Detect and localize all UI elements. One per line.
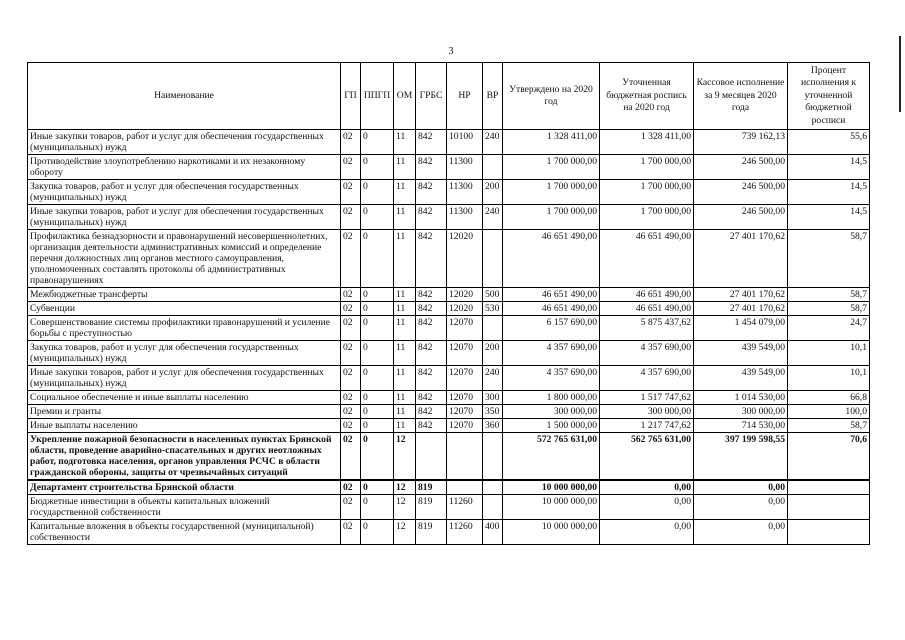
cell-nr: 12070 (447, 391, 483, 405)
cell-gp: 02 (341, 316, 361, 341)
cell-nr: 11300 (447, 155, 483, 180)
cell-nr: 12070 (447, 405, 483, 419)
cell-ppgp: 0 (361, 302, 394, 316)
cell-percent: 66,8 (788, 391, 870, 405)
cell-refined: 0,00 (600, 480, 694, 495)
cell-percent: 55,6 (788, 130, 870, 155)
cell-gp: 02 (341, 419, 361, 433)
cell-approved: 300 000,00 (503, 405, 600, 419)
cell-cash: 27 401 170,62 (694, 302, 788, 316)
cell-ppgp: 0 (361, 341, 394, 366)
cell-cash: 1 014 530,00 (694, 391, 788, 405)
cell-refined: 1 517 747,62 (600, 391, 694, 405)
table-row (28, 495, 870, 520)
cell-cash: 439 549,00 (694, 366, 788, 391)
cell-cash: 397 199 598,55 (694, 433, 788, 481)
cell-cash: 27 401 170,62 (694, 288, 788, 302)
cell-approved: 46 651 490,00 (503, 288, 600, 302)
cell-gp: 02 (341, 391, 361, 405)
table-row (28, 180, 870, 205)
cell-vr: 300 (483, 391, 503, 405)
cell-nr: 12020 (447, 230, 483, 288)
cell-om: 11 (394, 419, 416, 433)
cell-percent: 58,7 (788, 230, 870, 288)
cell-refined: 46 651 490,00 (600, 302, 694, 316)
cell-om: 12 (394, 495, 416, 520)
cell-gp: 02 (341, 205, 361, 230)
cell-name: Укрепление пожарной безопасности в населенных пунктах Брянской области, проведение аварийно-спасательных и других неотложных работ, подготовка населения, органов управления РСЧС в области гражданской обороны, защиты от чрезвычайных ситуаций (28, 433, 341, 481)
table-row (28, 391, 870, 405)
header-cash: Кассовое исполнение за 9 месяцев 2020 года (694, 63, 788, 130)
cell-grbs: 842 (416, 230, 447, 288)
cell-ppgp: 0 (361, 180, 394, 205)
cell-ppgp: 0 (361, 391, 394, 405)
header-name: Наименование (28, 63, 341, 130)
cell-percent: 24,7 (788, 316, 870, 341)
cell-approved: 10 000 000,00 (503, 495, 600, 520)
scan-edge-mark (899, 36, 901, 112)
cell-refined: 0,00 (600, 495, 694, 520)
cell-nr: 10100 (447, 130, 483, 155)
cell-om: 12 (394, 480, 416, 495)
cell-om: 11 (394, 366, 416, 391)
table-row (28, 316, 870, 341)
cell-nr: 12070 (447, 366, 483, 391)
cell-grbs: 842 (416, 302, 447, 316)
cell-name: Социальное обеспечение и иные выплаты населению (28, 391, 341, 405)
header-refined: Уточненная бюджетная роспись на 2020 год (600, 63, 694, 130)
cell-vr (483, 480, 503, 495)
cell-grbs: 842 (416, 419, 447, 433)
cell-percent: 58,7 (788, 288, 870, 302)
header-percent: Процент исполнения к уточненной бюджетной росписи (788, 63, 870, 130)
cell-name: Межбюджетные трансферты (28, 288, 341, 302)
cell-percent: 10,1 (788, 341, 870, 366)
cell-approved: 1 800 000,00 (503, 391, 600, 405)
cell-ppgp: 0 (361, 520, 394, 545)
cell-refined: 1 700 000,00 (600, 205, 694, 230)
cell-nr (447, 480, 483, 495)
cell-vr (483, 433, 503, 481)
cell-cash: 1 454 079,00 (694, 316, 788, 341)
cell-nr: 11300 (447, 180, 483, 205)
cell-gp: 02 (341, 302, 361, 316)
header-om: ОМ (394, 63, 416, 130)
table-row (28, 520, 870, 545)
table-row (28, 419, 870, 433)
cell-om: 11 (394, 230, 416, 288)
cell-refined: 4 357 690,00 (600, 366, 694, 391)
cell-name: Закупка товаров, работ и услуг для обеспечения государственных (муниципальных) нужд (28, 341, 341, 366)
cell-name: Противодействие злоупотреблению наркотиками и их незаконному обороту (28, 155, 341, 180)
cell-gp: 02 (341, 433, 361, 481)
cell-percent (788, 520, 870, 545)
header-approved: Утверждено на 2020 год (503, 63, 600, 130)
cell-refined: 562 765 631,00 (600, 433, 694, 481)
cell-om: 11 (394, 155, 416, 180)
cell-gp: 02 (341, 130, 361, 155)
cell-gp: 02 (341, 480, 361, 495)
cell-om: 11 (394, 302, 416, 316)
budget-table (27, 62, 870, 545)
table-row (28, 433, 870, 481)
cell-refined: 1 328 411,00 (600, 130, 694, 155)
cell-cash: 0,00 (694, 495, 788, 520)
cell-grbs: 842 (416, 288, 447, 302)
cell-percent (788, 495, 870, 520)
cell-grbs: 842 (416, 405, 447, 419)
table-row (28, 288, 870, 302)
cell-refined: 1 217 747,62 (600, 419, 694, 433)
cell-nr: 12070 (447, 316, 483, 341)
cell-ppgp: 0 (361, 288, 394, 302)
header-ppgp: ППГП (361, 63, 394, 130)
cell-grbs: 842 (416, 205, 447, 230)
table-row (28, 130, 870, 155)
cell-nr: 11260 (447, 520, 483, 545)
cell-name: Закупка товаров, работ и услуг для обеспечения государственных (муниципальных) нужд (28, 180, 341, 205)
cell-name: Иные закупки товаров, работ и услуг для обеспечения государственных (муниципальных) нужд (28, 205, 341, 230)
cell-percent: 10,1 (788, 366, 870, 391)
cell-om: 12 (394, 520, 416, 545)
cell-om: 11 (394, 130, 416, 155)
cell-approved: 1 500 000,00 (503, 419, 600, 433)
cell-grbs (416, 433, 447, 481)
cell-vr: 530 (483, 302, 503, 316)
cell-ppgp: 0 (361, 316, 394, 341)
cell-grbs: 819 (416, 495, 447, 520)
cell-om: 11 (394, 391, 416, 405)
cell-ppgp: 0 (361, 495, 394, 520)
cell-nr (447, 433, 483, 481)
cell-grbs: 842 (416, 155, 447, 180)
cell-vr: 500 (483, 288, 503, 302)
cell-gp: 02 (341, 366, 361, 391)
cell-cash: 300 000,00 (694, 405, 788, 419)
cell-ppgp: 0 (361, 433, 394, 481)
cell-gp: 02 (341, 230, 361, 288)
cell-name: Иные выплаты населению (28, 419, 341, 433)
cell-ppgp: 0 (361, 419, 394, 433)
cell-name: Капитальные вложения в объекты государственной (муниципальной) собственности (28, 520, 341, 545)
cell-grbs: 819 (416, 520, 447, 545)
cell-cash: 439 549,00 (694, 341, 788, 366)
cell-name: Бюджетные инвестиции в объекты капитальных вложений государственной собственности (28, 495, 341, 520)
cell-nr: 12070 (447, 341, 483, 366)
table-row (28, 366, 870, 391)
cell-cash: 0,00 (694, 480, 788, 495)
cell-nr: 11300 (447, 205, 483, 230)
cell-approved: 46 651 490,00 (503, 230, 600, 288)
cell-name: Совершенствование системы профилактики правонарушений и усиление борьбы с преступностью (28, 316, 341, 341)
cell-gp: 02 (341, 495, 361, 520)
cell-refined: 300 000,00 (600, 405, 694, 419)
cell-name: Иные закупки товаров, работ и услуг для обеспечения государственных (муниципальных) нужд (28, 130, 341, 155)
page-number: 3 (448, 46, 454, 57)
cell-vr: 240 (483, 366, 503, 391)
cell-grbs: 842 (416, 391, 447, 405)
cell-approved: 1 700 000,00 (503, 180, 600, 205)
cell-name: Премии и гранты (28, 405, 341, 419)
cell-gp: 02 (341, 155, 361, 180)
cell-ppgp: 0 (361, 155, 394, 180)
header-nr: НР (447, 63, 483, 130)
cell-vr: 350 (483, 405, 503, 419)
cell-approved: 4 357 690,00 (503, 366, 600, 391)
table-row (28, 480, 870, 495)
cell-cash: 0,00 (694, 520, 788, 545)
cell-approved: 572 765 631,00 (503, 433, 600, 481)
cell-refined: 5 875 437,62 (600, 316, 694, 341)
cell-grbs: 842 (416, 316, 447, 341)
cell-approved: 10 000 000,00 (503, 480, 600, 495)
cell-om: 11 (394, 316, 416, 341)
cell-refined: 4 357 690,00 (600, 341, 694, 366)
table-row (28, 230, 870, 288)
cell-om: 11 (394, 205, 416, 230)
cell-ppgp: 0 (361, 130, 394, 155)
cell-ppgp: 0 (361, 366, 394, 391)
cell-name: Иные закупки товаров, работ и услуг для обеспечения государственных (муниципальных) нужд (28, 366, 341, 391)
cell-approved: 1 700 000,00 (503, 155, 600, 180)
cell-name: Департамент строительства Брянской области (28, 480, 341, 495)
cell-name: Субвенции (28, 302, 341, 316)
cell-cash: 739 162,13 (694, 130, 788, 155)
cell-om: 12 (394, 433, 416, 481)
cell-grbs: 842 (416, 130, 447, 155)
cell-vr: 240 (483, 205, 503, 230)
table-header-row (28, 63, 870, 130)
cell-approved: 6 157 690,00 (503, 316, 600, 341)
cell-nr: 12020 (447, 302, 483, 316)
cell-vr (483, 316, 503, 341)
cell-grbs: 842 (416, 366, 447, 391)
cell-vr: 360 (483, 419, 503, 433)
cell-cash: 714 530,00 (694, 419, 788, 433)
cell-approved: 1 328 411,00 (503, 130, 600, 155)
cell-gp: 02 (341, 520, 361, 545)
cell-grbs: 842 (416, 341, 447, 366)
table-row (28, 205, 870, 230)
cell-approved: 46 651 490,00 (503, 302, 600, 316)
cell-approved: 4 357 690,00 (503, 341, 600, 366)
cell-gp: 02 (341, 288, 361, 302)
cell-cash: 246 500,00 (694, 180, 788, 205)
cell-percent: 14,5 (788, 180, 870, 205)
table-row (28, 405, 870, 419)
cell-percent (788, 480, 870, 495)
table-row (28, 341, 870, 366)
cell-percent: 14,5 (788, 155, 870, 180)
cell-om: 11 (394, 180, 416, 205)
cell-om: 11 (394, 405, 416, 419)
cell-cash: 246 500,00 (694, 205, 788, 230)
cell-percent: 58,7 (788, 302, 870, 316)
cell-grbs: 842 (416, 180, 447, 205)
header-grbs: ГРБС (416, 63, 447, 130)
cell-refined: 1 700 000,00 (600, 155, 694, 180)
cell-vr: 400 (483, 520, 503, 545)
cell-vr (483, 155, 503, 180)
cell-ppgp: 0 (361, 480, 394, 495)
cell-refined: 1 700 000,00 (600, 180, 694, 205)
cell-percent: 100,0 (788, 405, 870, 419)
table-row (28, 155, 870, 180)
cell-vr: 240 (483, 130, 503, 155)
cell-om: 11 (394, 288, 416, 302)
cell-vr (483, 230, 503, 288)
cell-grbs: 819 (416, 480, 447, 495)
cell-cash: 246 500,00 (694, 155, 788, 180)
cell-percent: 70,6 (788, 433, 870, 481)
table-row (28, 302, 870, 316)
cell-gp: 02 (341, 180, 361, 205)
cell-refined: 46 651 490,00 (600, 230, 694, 288)
cell-ppgp: 0 (361, 405, 394, 419)
cell-ppgp: 0 (361, 230, 394, 288)
header-vr: ВР (483, 63, 503, 130)
cell-nr: 12020 (447, 288, 483, 302)
cell-approved: 1 700 000,00 (503, 205, 600, 230)
cell-percent: 58,7 (788, 419, 870, 433)
cell-refined: 0,00 (600, 520, 694, 545)
cell-name: Профилактика безнадзорности и правонарушений несовершеннолетних, организация деятельности административных комиссий и определение перечня должностных лиц органов местного самоуправления, уполномоченных составлять протоколы об административных правонарушениях (28, 230, 341, 288)
header-gp: ГП (341, 63, 361, 130)
cell-nr: 11260 (447, 495, 483, 520)
cell-gp: 02 (341, 341, 361, 366)
cell-vr (483, 495, 503, 520)
cell-gp: 02 (341, 405, 361, 419)
cell-vr: 200 (483, 180, 503, 205)
cell-nr: 12070 (447, 419, 483, 433)
cell-refined: 46 651 490,00 (600, 288, 694, 302)
cell-approved: 10 000 000,00 (503, 520, 600, 545)
cell-om: 11 (394, 341, 416, 366)
cell-vr: 200 (483, 341, 503, 366)
cell-ppgp: 0 (361, 205, 394, 230)
cell-percent: 14,5 (788, 205, 870, 230)
cell-cash: 27 401 170,62 (694, 230, 788, 288)
